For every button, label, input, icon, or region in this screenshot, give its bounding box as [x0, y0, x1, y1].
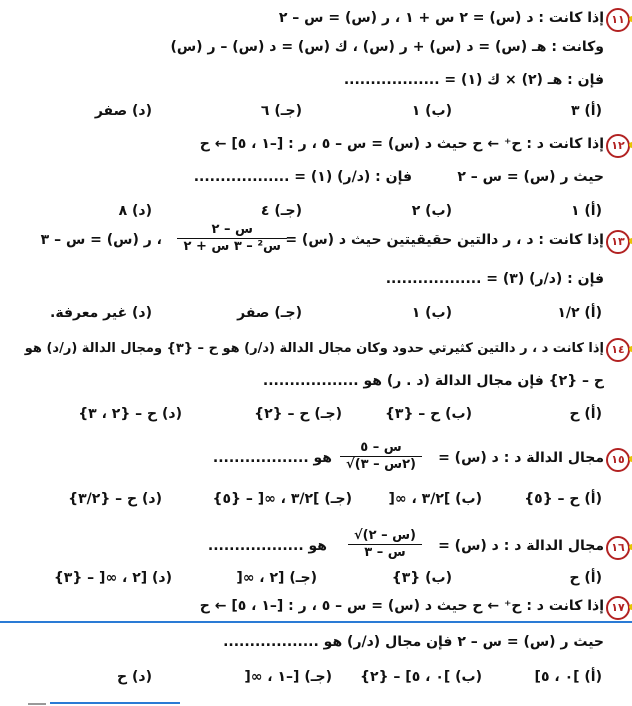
q14-line1: إذا كانت د ، ر دالتين كثيرتي حدود وكان مجال الدالة (د/ر) هو ح – {٣} ومجال الدالة (ر/د) هو: [24, 341, 604, 356]
q12-line2-given: حيث ر (س) = س – ٢: [457, 169, 604, 185]
q15-fraction: [340, 440, 422, 473]
q15-choice-d[interactable]: (د) ح – {٣/٢}: [68, 491, 162, 507]
q15-choice-c[interactable]: (جـ) ]٣/٢ ، ∞[ – {٥}: [212, 491, 352, 507]
q16-fraction-denominator: س – ٣: [364, 545, 406, 560]
q16-fraction-numerator: √(س – ٢): [348, 528, 422, 545]
q17-line2: حيث ر (س) = س – ٢ فإن مجال (د/ر) هو ..................: [223, 634, 604, 650]
q15-line-end: هو ..................: [212, 450, 332, 466]
q14-choice-b[interactable]: (ب) ح – {٣}: [384, 406, 472, 422]
q16-choice-c[interactable]: (جـ) [٢ ، ∞[: [236, 570, 317, 586]
q11-choice-c[interactable]: (جـ) ٦: [260, 103, 302, 119]
q16-line-end: هو ..................: [207, 538, 327, 554]
q13-choice-c[interactable]: (جـ) صفر: [237, 305, 302, 321]
q11-line3: فإن : هـ (٢) × ك (١) = ..................: [343, 72, 604, 88]
q15-line-start: مجال الدالة د : د (س) =: [438, 450, 604, 466]
q15-fraction-denominator: √(٢س – ٣): [346, 457, 416, 472]
q12-choice-d[interactable]: (د) ٨: [118, 203, 152, 219]
q16-choice-a[interactable]: (أ) ح: [569, 570, 602, 586]
q16-fraction: [348, 528, 422, 561]
q17-line1: إذا كانت د : ح⁺ ← ح حيث د (س) = س – ٥ ، ر : [–١ ، ٥] ← ح: [199, 598, 604, 614]
question-number-14: ١٤: [606, 338, 630, 362]
q13-fraction: [177, 222, 287, 255]
q16-choice-b[interactable]: (ب) {٣}: [391, 570, 452, 586]
q13-choice-d[interactable]: (د) غير معرفة.: [50, 305, 152, 321]
q12-choice-a[interactable]: (أ) ١: [570, 203, 602, 219]
q15-choice-b[interactable]: (ب) ]٣/٢ ، ∞[: [388, 491, 482, 507]
q11-line1: إذا كانت : د (س) = ٢ س + ١ ، ر (س) = س – ٢: [278, 10, 604, 26]
question-number-15: ١٥: [606, 448, 630, 472]
footer-mark: [28, 703, 46, 705]
q17-choice-c[interactable]: (جـ) [–١ ، ∞[: [244, 669, 332, 685]
q15-choice-a[interactable]: (أ) ح – {٥}: [524, 491, 602, 507]
q13-line1-end: ، ر (س) = س – ٣: [40, 232, 162, 248]
section-divider: [0, 621, 632, 623]
q15-fraction-numerator: س – ٥: [340, 440, 422, 457]
q16-choice-d[interactable]: (د) [٢ ، ∞[ – {٣}: [53, 570, 172, 586]
question-number-12: ١٢: [606, 134, 630, 158]
q13-line1-start: إذا كانت : د ، ر دالتين حقيقيتين حيث د (س) =: [285, 232, 604, 248]
q12-line2-question: فإن : (د/ر) (١) = ..................: [193, 169, 412, 185]
q12-choice-c[interactable]: (جـ) ٤: [260, 203, 302, 219]
q13-fraction-numerator: س – ٢: [177, 222, 287, 239]
q14-line2: ح – {٢} فإن مجال الدالة (د . ر) هو ..................: [262, 373, 604, 389]
q14-choice-c[interactable]: (جـ) ح – {٢}: [254, 406, 342, 422]
q12-line1: إذا كانت د : ح⁺ ← ح حيث د (س) = س – ٥ ، ر : [–١ ، ٥] ← ح: [199, 136, 604, 152]
q17-choice-b[interactable]: (ب) ]٠ ، ٥] – {٢}: [360, 669, 482, 685]
q11-choice-d[interactable]: (د) صفر: [94, 103, 152, 119]
q17-choice-d[interactable]: (د) ح: [117, 669, 152, 685]
q16-line-start: مجال الدالة د : د (س) =: [438, 538, 604, 554]
question-number-11: ١١: [606, 8, 630, 32]
q13-choice-b[interactable]: (ب) ١: [411, 305, 452, 321]
q13-choice-a[interactable]: (أ) ١/٢: [557, 305, 602, 321]
q14-choice-d[interactable]: (د) ح – {٢ ، ٣}: [78, 406, 182, 422]
question-number-13: ١٣: [606, 230, 630, 254]
q11-choice-a[interactable]: (أ) ٣: [570, 103, 602, 119]
q13-fraction-denominator: س² – ٣ س + ٢: [183, 239, 281, 254]
question-number-17: ١٧: [606, 596, 630, 620]
q12-choice-b[interactable]: (ب) ٢: [411, 203, 452, 219]
q11-line2: وكانت : هـ (س) = د (س) + ر (س) ، ك (س) = د (س) – ر (س): [170, 39, 604, 55]
question-number-16: ١٦: [606, 536, 630, 560]
q17-choice-a[interactable]: (أ) ]٠ ، ٥]: [534, 669, 602, 685]
footer-rule: [50, 702, 180, 704]
q13-line2: فإن : (د/ر) (٣) = ..................: [385, 271, 604, 287]
q14-choice-a[interactable]: (أ) ح: [569, 406, 602, 422]
q11-choice-b[interactable]: (ب) ١: [411, 103, 452, 119]
